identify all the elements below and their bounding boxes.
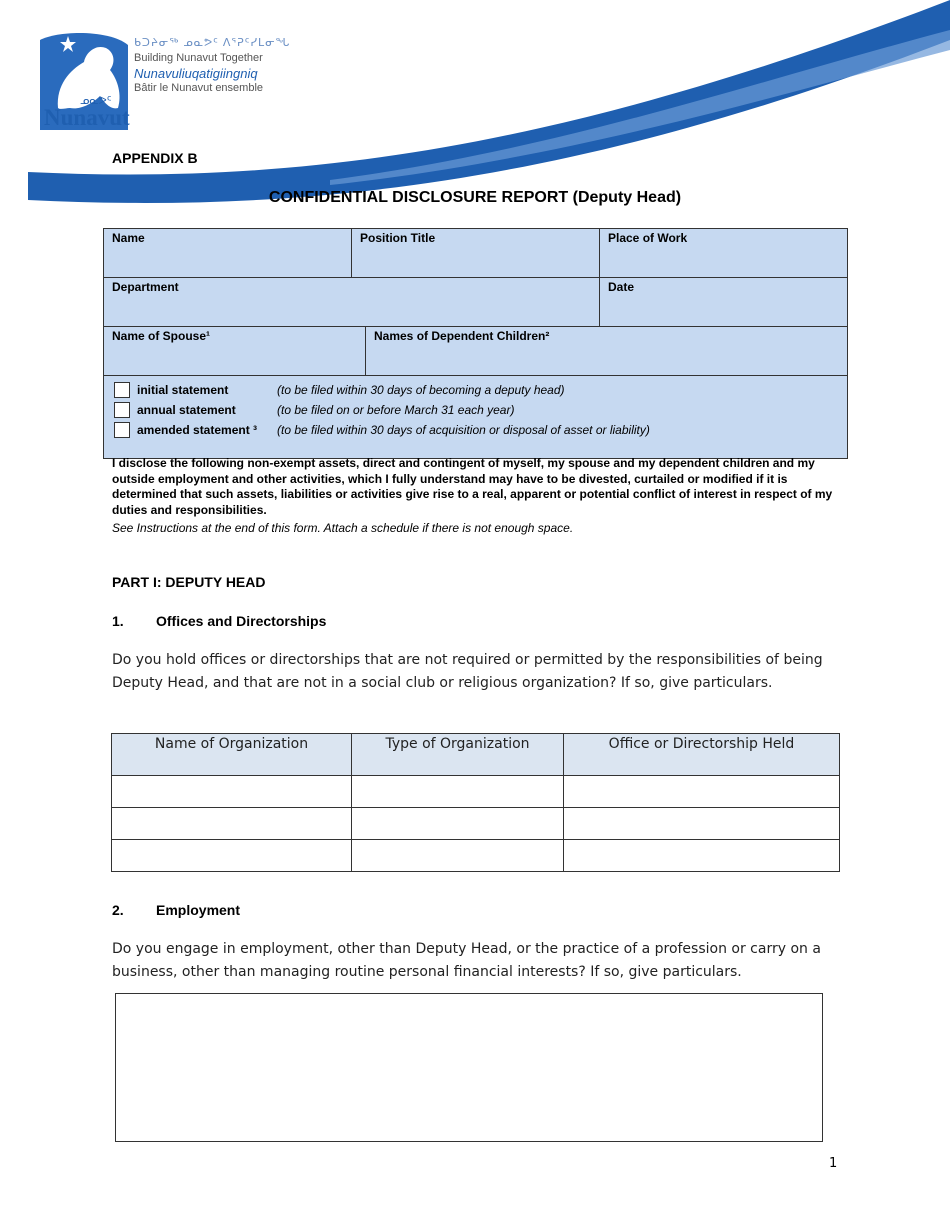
column-header: Office or Directorship Held [564,734,840,776]
table-row [112,808,840,840]
employment-particulars-box[interactable] [115,993,823,1142]
table-cell[interactable] [112,808,352,840]
annual-statement-checkbox[interactable] [114,402,130,418]
directorships-table [111,733,840,872]
date-field[interactable]: Date [600,278,848,327]
table-cell[interactable] [352,840,564,872]
initial-statement-checkbox[interactable] [114,382,130,398]
section-heading: 2. Employment [112,902,241,918]
table-cell[interactable] [564,808,840,840]
children-field[interactable]: Names of Dependent Children² [366,327,848,376]
header-swoosh [0,0,950,215]
identity-fields-table [103,228,848,459]
amended-statement-checkbox[interactable] [114,422,130,438]
table-row [112,776,840,808]
table-cell[interactable] [112,840,352,872]
form-title: CONFIDENTIAL DISCLOSURE REPORT (Deputy Head) [268,189,682,206]
column-header: Name of Organization [112,734,352,776]
logo-tagline: ᑲᑐᔨᓂᖅ ᓄᓇᕗᑦ ᐱᕐᕈᑦᓯᒪᓂᖓ Building Nunavut Together Nunavuliuqatigiingniq Bâtir le Nunavut ensemble [134,37,291,94]
logo-wordmark: Nunavut [44,105,130,130]
part-heading: PART I: DEPUTY HEAD [112,574,266,590]
section-heading: 1. Offices and Directorships [112,613,327,629]
statement-type-group [104,376,848,459]
table-cell[interactable] [352,808,564,840]
department-field[interactable]: Department [104,278,600,327]
table-cell[interactable] [564,840,840,872]
statement-option: amended statement ³ (to be filed within 30 days of acquisition or disposal of asset or liability) [114,420,837,440]
page-number: 1 [829,1156,838,1171]
column-header: Type of Organization [352,734,564,776]
table-cell[interactable] [564,776,840,808]
statement-option: initial statement (to be filed within 30 days of becoming a deputy head) [114,380,837,400]
statement-option: annual statement (to be filed on or before March 31 each year) [114,400,837,420]
spouse-field[interactable]: Name of Spouse¹ [104,327,366,376]
position-title-field[interactable]: Position Title [352,229,600,278]
name-field[interactable]: Name [104,229,352,278]
table-cell[interactable] [112,776,352,808]
table-row [112,840,840,872]
disclosure-statement: I disclose the following non-exempt assets, direct and contingent of myself, my spouse and my dependent children and my outside employment and other activities, which I fully understand may have to be divested, curtailed or modified if it is determined that such assets, liabilities or activities give rise to a real, apparent or potential conflict of interest in respect of my duties and responsibilities. [112,456,833,517]
place-of-work-field[interactable]: Place of Work [600,229,848,278]
logo-syllabics: ᓄᓇᕗᑦ [80,95,112,107]
table-cell[interactable] [352,776,564,808]
section-question: Do you hold offices or directorships that are not required or permitted by the responsibilities of being Deputy Head, and that are not in a social club or religious organization? If so, give particulars. [112,652,823,691]
section-question: Do you engage in employment, other than Deputy Head, or the practice of a profession or carry on a business, other than managing routine personal financial interests? If so, give particulars. [112,941,821,980]
appendix-label: APPENDIX B [112,150,198,166]
instructions-note: See Instructions at the end of this form. Attach a schedule if there is not enough space. [112,521,574,535]
